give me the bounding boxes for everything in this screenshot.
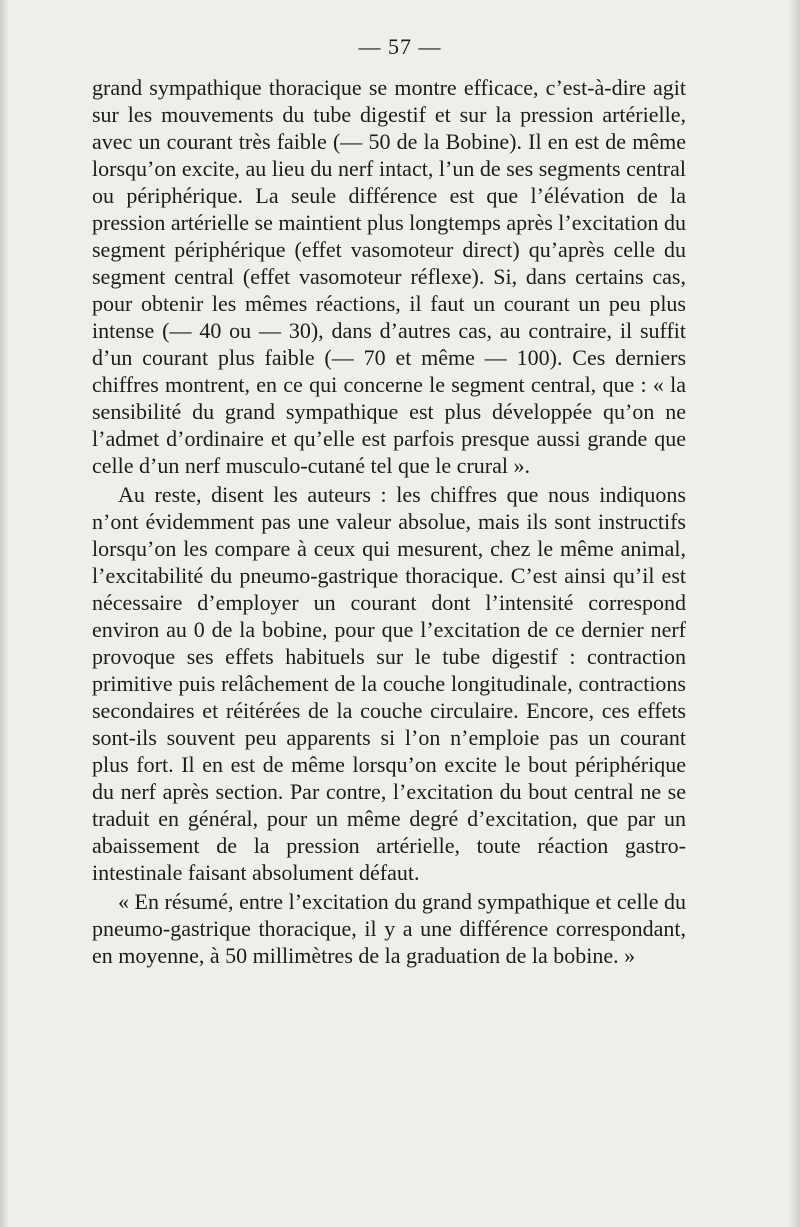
paragraph-3: « En résumé, entre l’excitation du grand sympathique et celle du pneumo-gastrique thoracique, il y a une différence correspondant, en moyenne, à 50 millimètres de la graduation de la bobine. » [92, 889, 686, 968]
page-edge-left [0, 0, 9, 1227]
page-edge-right [788, 0, 800, 1227]
page-number: — 57 — [358, 34, 442, 59]
paragraph-1: grand sympathique thoracique se montre efficace, c’est-à-dire agit sur les mouvements du tube digestif et sur la pression artérielle, avec un courant très faible (— 50 de la Bobine). Il en est de même lorsqu’on excite, au lieu du nerf intact, l’un de ses segments central ou périphérique. La seule différence est que l’élévation de la pression artérielle se maintient plus longtemps après l’excitation du segment périphérique (effet vasomoteur direct) qu’après celle du segment central (effet vasomoteur réflexe). Si, dans certains cas, pour obtenir les mêmes réactions, il faut un courant un peu plus intense (— 40 ou — 30), dans d’autres cas, au contraire, il suffit d’un courant plus faible (— 70 et même — 100). Ces derniers chiffres montrent, en ce qui concerne le segment central, que : « la sensibilité du grand sympathique est plus développée qu’on ne l’admet d’ordinaire et qu’elle est parfois presque aussi grande que celle d’un nerf musculo-cutané tel que le crural ». [92, 75, 686, 478]
body-text [92, 74, 686, 969]
paragraph-2: Au reste, disent les auteurs : les chiffres que nous indiquons n’ont évidemment pas une valeur absolue, mais ils sont instructifs lorsqu’on les compare à ceux qui mesurent, chez le même animal, l’excitabilité du pneumo-gastrique thoracique. C’est ainsi qu’il est nécessaire d’employer un courant dont l’intensité correspond environ au 0 de la bobine, pour que l’excitation de ce dernier nerf provoque ses effets habituels sur le tube digestif : contraction primitive puis relâchement de la couche longitudinale, contractions secondaires et réitérées de la couche circulaire. Encore, ces effets sont-ils souvent peu apparents si l’on n’emploie pas un courant plus fort. Il en est de même lorsqu’on excite le bout périphérique du nerf après section. Par contre, l’excitation du bout central ne se traduit en général, pour un même degré d’excitation, que par un abaissement de la pression artérielle, toute réaction gastro-intestinale faisant absolument défaut. [92, 482, 686, 885]
